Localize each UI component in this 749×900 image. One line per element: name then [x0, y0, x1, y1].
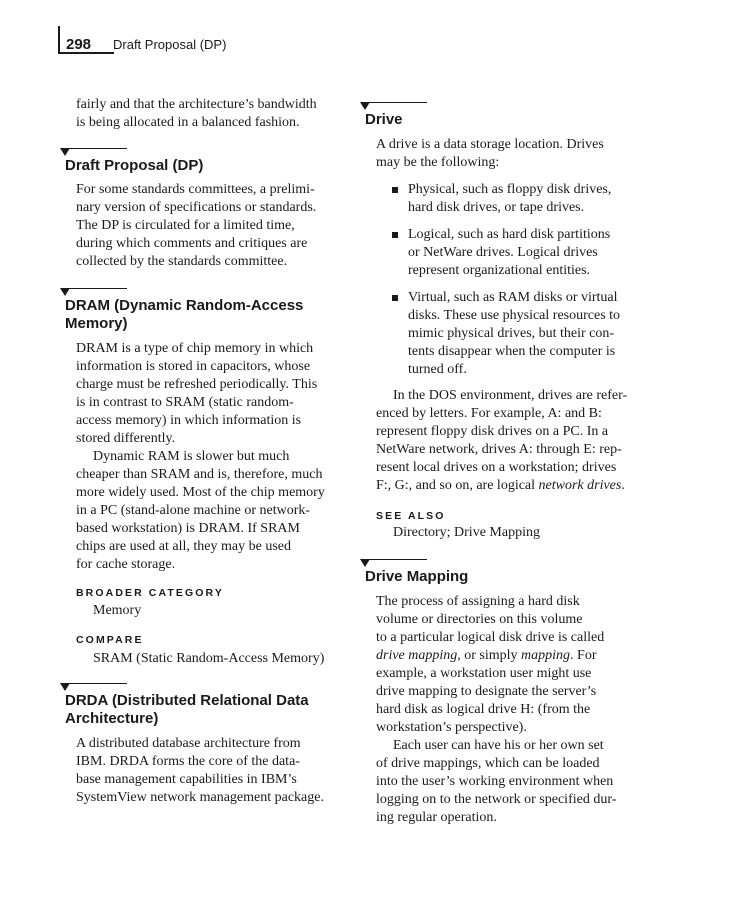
- text-line: logging on to the network or specified dur-: [376, 792, 617, 807]
- text-line: ing regular operation.: [376, 810, 497, 825]
- compare-label: COMPARE: [76, 634, 144, 646]
- text-line: turned off.: [408, 362, 467, 377]
- text-line: IBM. DRDA forms the core of the data-: [76, 754, 300, 769]
- text-line: represent floppy disk drives on a PC. In a: [376, 424, 609, 439]
- broader-category-value: Memory: [93, 603, 142, 618]
- text-line: SystemView network management package.: [76, 790, 324, 805]
- text-line: tents disappear when the computer is: [408, 344, 616, 359]
- text-line: Virtual, such as RAM disks or virtual: [408, 290, 618, 305]
- text-line: to a particular logical disk drive is called: [376, 630, 605, 645]
- broader-category-label: BROADER CATEGORY: [76, 587, 224, 599]
- text-line: NetWare network, drives A: through E: rep-: [376, 442, 622, 457]
- text-line: in a PC (stand-alone machine or network-: [76, 503, 311, 518]
- text-run: F:, G:, and so on, are logical: [376, 478, 539, 493]
- text-line: represent organizational entities.: [408, 263, 591, 278]
- definition: [76, 735, 346, 807]
- text-line: [376, 477, 646, 495]
- headword-line1: DRAM (Dynamic Random-Access: [65, 297, 304, 314]
- definition-para: [376, 387, 646, 495]
- headword: Drive: [365, 111, 403, 128]
- text-line: information is stored in capacitors, whose: [76, 359, 311, 374]
- definition-intro: [376, 136, 646, 172]
- text-line: or NetWare drives. Logical drives: [408, 245, 598, 260]
- page-number: 298: [66, 36, 92, 53]
- text-line: during which comments and critiques are: [76, 236, 308, 251]
- see-also-value: Directory; Drive Mapping: [393, 525, 540, 540]
- text-line: workstation’s perspective).: [376, 720, 527, 735]
- text-line: fairly and that the architecture’s bandwidth: [76, 97, 317, 112]
- text-line: into the user’s working environment when: [376, 774, 614, 789]
- text-line: is in contrast to SRAM (static random-: [76, 395, 294, 410]
- text-line: DRAM is a type of chip memory in which: [76, 341, 314, 356]
- text-line: Logical, such as hard disk partitions: [408, 227, 611, 242]
- headword-line2: Memory): [65, 315, 128, 332]
- text-line: For some standards committees, a prelimi-: [76, 182, 315, 197]
- text-line: The process of assigning a hard disk: [376, 594, 580, 609]
- text-line: mimic physical drives, but their con-: [408, 326, 615, 341]
- text-line: disks. These use physical resources to: [408, 308, 621, 323]
- list-item: [392, 226, 654, 280]
- text-line: Each user can have his or her own set: [393, 738, 604, 753]
- headword: Drive Mapping: [365, 568, 469, 585]
- text-line: In the DOS environment, drives are refer-: [393, 388, 628, 403]
- text-line: for cache storage.: [76, 557, 176, 572]
- text-line: A drive is a data storage location. Drives: [376, 137, 604, 152]
- text-line: drive mapping to designate the server’s: [376, 684, 597, 699]
- text-line: Physical, such as floppy disk drives,: [408, 182, 612, 197]
- italic-term: network drives: [538, 478, 622, 493]
- text-run: . For: [570, 648, 597, 663]
- italic-term: mapping: [521, 648, 571, 663]
- headword-line2: Architecture): [65, 710, 159, 727]
- definition: [76, 181, 346, 271]
- text-line: [376, 647, 646, 665]
- text-line: may be the following:: [376, 155, 500, 170]
- text-line: more widely used. Most of the chip memory: [76, 485, 325, 500]
- text-line: access memory) in which information is: [76, 413, 302, 428]
- bullet-square-icon: [392, 232, 398, 238]
- bullet-square-icon: [392, 295, 398, 301]
- text-line: base management capabilities in IBM’s: [76, 772, 297, 787]
- text-line: A distributed database architecture from: [76, 736, 301, 751]
- text-line: collected by the standards committee.: [76, 254, 288, 269]
- definition: [376, 593, 646, 827]
- text-line: charge must be refreshed periodically. This: [76, 377, 318, 392]
- header-rule-vertical: [58, 26, 60, 54]
- headword-line1: DRDA (Distributed Relational Data: [65, 692, 309, 709]
- text-run: .: [621, 478, 625, 493]
- bullet-square-icon: [392, 187, 398, 193]
- text-line: stored differently.: [76, 431, 176, 446]
- headword: Draft Proposal (DP): [65, 157, 204, 174]
- text-line: volume or directories on this volume: [376, 612, 583, 627]
- text-line: is being allocated in a balanced fashion.: [76, 115, 300, 130]
- text-line: nary version of specifications or standards.: [76, 200, 317, 215]
- italic-term: drive mapping,: [376, 648, 461, 663]
- compare-value: SRAM (Static Random-Access Memory): [93, 651, 325, 666]
- running-title: Draft Proposal (DP): [113, 37, 227, 52]
- list-item: [392, 181, 654, 217]
- list-item: [392, 289, 654, 379]
- text-line: enced by letters. For example, A: and B:: [376, 406, 602, 421]
- text-line: hard disk drives, or tape drives.: [408, 200, 585, 215]
- text-line: of drive mappings, which can be loaded: [376, 756, 600, 771]
- text-line: cheaper than SRAM and is, therefore, much: [76, 467, 323, 482]
- text-line: example, a workstation user might use: [376, 666, 592, 681]
- text-line: Dynamic RAM is slower but much: [93, 449, 290, 464]
- see-also-label: SEE ALSO: [376, 510, 446, 522]
- text-line: based workstation) is DRAM. If SRAM: [76, 521, 300, 536]
- text-line: hard disk as logical drive H: (from the: [376, 702, 591, 717]
- definition: [76, 340, 346, 574]
- text-line: The DP is circulated for a limited time,: [76, 218, 295, 233]
- text-run: or simply: [460, 648, 522, 663]
- text-line: resent local drives on a workstation; drives: [376, 460, 617, 475]
- continuation-text: [76, 96, 346, 132]
- text-line: chips are used at all, they may be used: [76, 539, 291, 554]
- drive-types-list: [392, 181, 654, 379]
